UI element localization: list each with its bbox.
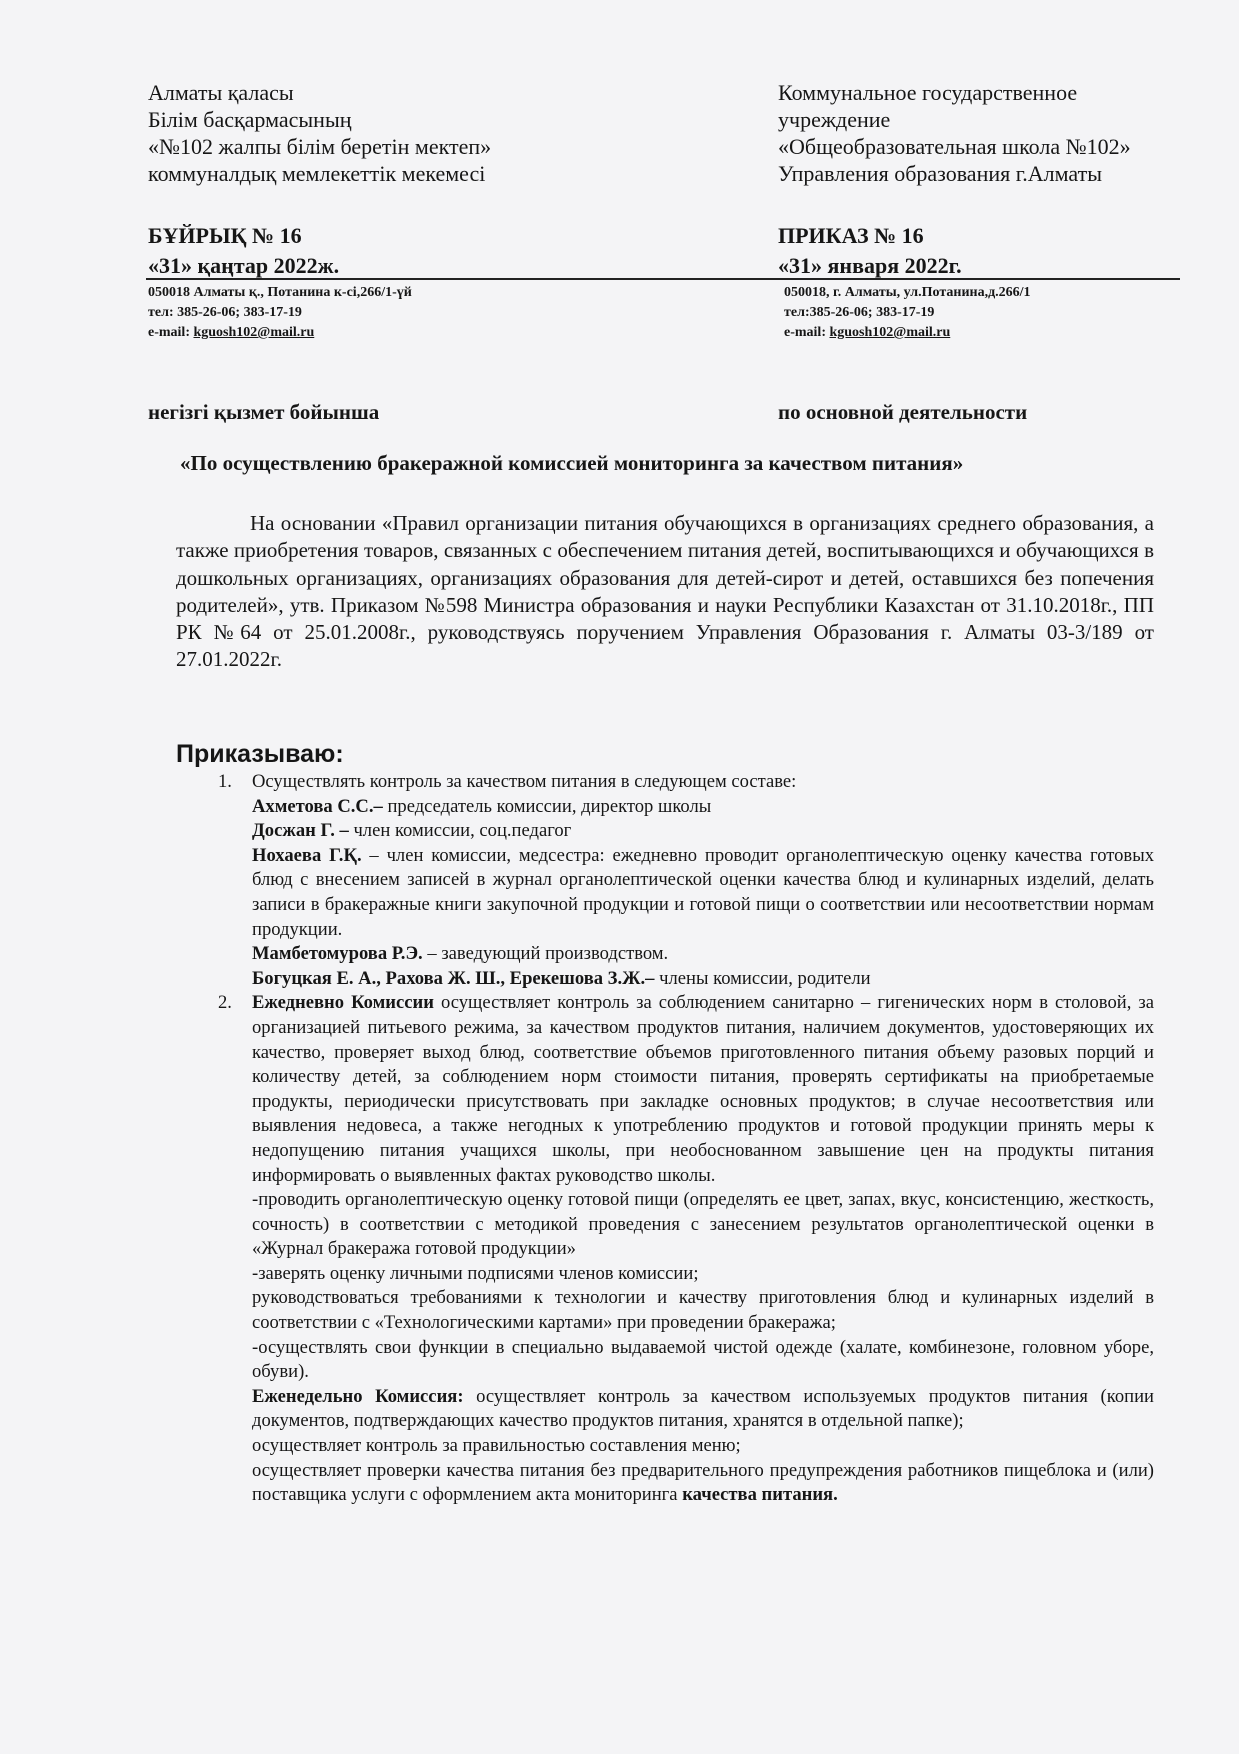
duty-line: -осуществлять свои функции в специально выдаваемой чистой одежде (халате, комбинезоне, головном уборе, обуви).: [252, 1336, 1154, 1383]
member-line: [252, 795, 1154, 820]
header-right-russian: [778, 79, 1131, 187]
address-russian: [784, 283, 1031, 343]
email-line: [148, 323, 412, 343]
member-role: член комиссии, соц.педагог: [348, 820, 572, 842]
header-right-line: Коммунальное государственное: [778, 80, 1078, 105]
weekly-lead: Еженедельно Комиссия:: [252, 1385, 464, 1407]
item-lead: Ежедневно Комиссии: [252, 992, 434, 1014]
order-title: «По осуществлению бракеражной комиссией мониторинга за качеством питания»: [180, 451, 964, 475]
duty-line: [252, 1459, 1154, 1508]
item-number: 2.: [218, 992, 232, 1014]
address-line: 050018 Алматы қ., Потанина к-сі,266/1-үй: [148, 285, 412, 300]
address-line: 050018, г. Алматы, ул.Потанина,д.266/1: [784, 285, 1031, 300]
item-number: 1.: [218, 771, 232, 792]
subject-kazakh: негізгі қызмет бойынша: [148, 400, 380, 424]
phone-line: тел:385-26-06; 383-17-19: [784, 305, 935, 320]
weekly-line: [252, 1385, 1154, 1434]
header-left-line: коммуналдық мемлекеттік мекемесі: [148, 161, 486, 186]
member-role: – член комиссии, медсестра: ежедневно проводит органолептическую оценку качества готовых блюд с внесением записей в журнал органолептической оценки качества блюд и кулинарных изделий, делать записи в бракеражные книги закупочной продукции и готовой пищи о соответствии или несоответствии нормам продукции.: [252, 844, 1154, 940]
header-left-line: Білім басқармасының: [148, 107, 352, 132]
duty-line: руководствоваться требованиями к технологии и качеству приготовления блюд и кулинарных изделий в соответствии с «Технологическими картами» при проведении бракеража;: [252, 1287, 1154, 1334]
item-body: осуществляет контроль за соблюдением санитарно – гигенических норм в столовой, за организацией питьевого режима, за качеством продуктов питания, наличием документов, удостоверяющих их качество, проверяет выход блюд, соответствие объемов приготовленного питания объему разовых порций и количеству детей, за соблюдением норм стоимости питания, проверять сертификаты на приобретаемые продукты, периодически присутствовать при закладке основных продуктов; в случае несоответствия или выявления недовеса, а также негодных к употреблению продуктов и готовой продукции принять меры к недопущению питания учащихся школы, при необоснованном завышение цен на продукты питания информировать о выявленных фактах руководство школы.: [252, 992, 1154, 1186]
weekly-body: осуществляет контроль за качеством используемых продуктов питания (копии документов, подтверждающих качество продуктов питания, хранятся в отдельной папке);: [252, 1385, 1154, 1432]
item-text: Осуществлять контроль за качеством питания в следующем составе:: [252, 771, 797, 792]
header-right-line: Управления образования г.Алматы: [778, 161, 1103, 186]
duty-line: -проводить органолептическую оценку готовой пищи (определять ее цвет, запах, вкус, консистенцию, жесткость, сочность) в соответствии с методикой проведения с занесением результатов органолептической оценки в «Журнал бракеража готовой продукции»: [252, 1189, 1154, 1260]
order-date-russian: «31» января 2022г.: [778, 253, 962, 278]
intro-text: На основании «Правил организации питания обучающихся в организациях среднего образования, а также приобретения товаров, связанных с обеспечением питания детей, воспитывающихся и обучающихся в дошкольных организациях, организациях образования для детей-сирот и детей, оставшихся без попечения родителей», утв. Приказом №598 Министра образования и науки Республики Казахстан от 31.10.2018г., ПП РК №64 от 25.01.2008г., руководствуясь поручением Управления Образования г. Алматы 03-3/189 от 27.01.2022г.: [176, 511, 1154, 672]
member-role: члены комиссии, родители: [654, 967, 871, 989]
member-name: Ахметова С.С.–: [252, 795, 383, 817]
order-items: [218, 770, 1154, 1508]
email-link[interactable]: kguosh102@mail.ru: [193, 325, 315, 340]
prikaz-heading: Приказываю:: [176, 740, 344, 768]
intro-paragraph: [176, 510, 1154, 674]
duty-body: осуществляет проверки качества питания без предварительного предупреждения работников пищеблока и (или) поставщика услуги с оформлением акта мониторинга: [252, 1459, 1154, 1506]
member-name: Мамбетомурова Р.Э.: [252, 943, 423, 965]
header-left-kazakh: [148, 79, 491, 187]
email-label: e-mail:: [784, 325, 830, 340]
member-name: Нохаева Г.Қ.: [252, 844, 362, 866]
member-line: [252, 942, 1154, 967]
member-line: [252, 967, 1154, 992]
member-line: [252, 844, 1154, 942]
phone-line: тел: 385-26-06; 383-17-19: [148, 305, 302, 320]
order-block-russian: [778, 221, 962, 281]
order-number-russian: ПРИКАЗ № 16: [778, 223, 924, 248]
member-name: Досжан Г. –: [252, 820, 349, 842]
email-line: [784, 323, 1031, 343]
address-kazakh: [148, 283, 412, 343]
duty-line: -заверять оценку личными подписями членов комиссии;: [252, 1262, 699, 1284]
member-name: Богуцкая Е. А., Рахова Ж. Ш., Ерекешова З.Ж.–: [252, 967, 655, 989]
header-left-line: Алматы қаласы: [148, 80, 294, 105]
member-role: председатель комиссии, директор школы: [382, 795, 712, 817]
order-number-kazakh: БҰЙРЫҚ № 16: [148, 223, 302, 248]
header-left-line: «№102 жалпы білім беретін мектеп»: [148, 134, 492, 159]
order-date-kazakh: «31» қаңтар 2022ж.: [148, 253, 340, 278]
order-block-kazakh: [148, 221, 339, 281]
duty-line: осуществляет контроль за правильностью составления меню;: [252, 1435, 741, 1457]
email-link[interactable]: kguosh102@mail.ru: [829, 325, 951, 340]
header-divider: [146, 278, 1180, 280]
item-text: [252, 991, 1154, 1188]
order-item-2: [218, 991, 1154, 1507]
order-item-1: [218, 770, 1154, 991]
email-label: e-mail:: [148, 325, 194, 340]
header-right-line: учреждение: [778, 107, 891, 132]
subject-russian: по основной деятельности: [778, 400, 1028, 424]
member-role: – заведующий производством.: [422, 943, 669, 965]
duty-end: качества питания.: [682, 1484, 838, 1506]
member-line: [252, 819, 1154, 844]
header-right-line: «Общеобразовательная школа №102»: [778, 134, 1131, 159]
